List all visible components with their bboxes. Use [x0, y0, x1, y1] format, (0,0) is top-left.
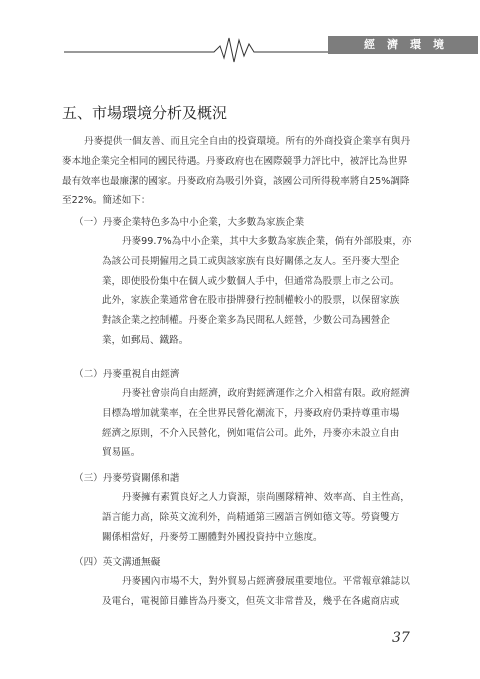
intro-line: 最有效率也最廉潔的國家。丹麥政府為吸引外資，該國公司所得稅率將自25%調降 [62, 175, 410, 187]
running-header [64, 26, 456, 66]
item-line: 對該企業之控制權。丹麥企業多為民間私人經營，少數公司為國營企 [102, 315, 390, 327]
intro-line: 麥本地企業完全相同的國民待遇。丹麥政府也在國際競爭力評比中，被評比為世界 [62, 155, 408, 167]
item-line: 丹麥擁有素質良好之人力資源，崇尚團隊精神、效率高、自主性高， [122, 492, 410, 503]
item-line: 為該公司長期僱用之員工或與該家族有良好關係之友人。至丹麥大型企 [102, 255, 400, 267]
item-heading-2: （二）丹麥重視自由經濟 [74, 369, 180, 380]
intro-paragraph [62, 132, 410, 211]
section-title: 五、市場環境分析及概況 [62, 104, 228, 122]
intro-line: 丹麥提供一個友善、而且完全自由的投資環境。所有的外商投資企業享有與丹 [84, 136, 411, 147]
item-line: 經濟之原則，不介入民營化，例如電信公司。此外，丹麥亦未設立自由 [102, 427, 400, 439]
item-body-1 [102, 232, 412, 351]
item-heading-1: （一）丹麥企業特色多為中小企業，大多數為家族企業 [74, 217, 305, 228]
item-line: 丹麥99.7%為中小企業，其中大多數為家族企業，倘有外部股東，亦 [122, 236, 412, 247]
item-line: 業，如郵局、鐵路。 [102, 334, 189, 346]
item-line: 此外，家族企業通常會在股市掛牌發行控制權較小的股票，以保留家族 [102, 295, 400, 307]
item-line: 關係相當好，丹麥勞工團體對外國投資持中立態度。 [102, 531, 323, 543]
item-line: 語言能力高，除英文流利外，尚精通第三國語言例如德文等。勞資雙方 [102, 511, 400, 523]
item-line: 貿易區。 [102, 447, 141, 459]
item-line: 業，即使股份集中在個人或少數個人手中，但通常為股票上市之公司。 [102, 275, 400, 287]
item-body-4 [102, 572, 410, 612]
item-line: 丹麥社會崇尚自由經濟，政府對經濟運作之介入相當有限。政府經濟 [122, 388, 410, 399]
item-line: 目標為增加就業率，在全世界民營化潮流下，丹麥政府仍秉持尊重市場 [102, 407, 400, 419]
item-line: 丹麥國內市場不大，對外貿易占經濟發展重要地位。平常報章雜誌以 [122, 576, 410, 587]
item-body-2 [102, 384, 410, 463]
item-heading-3: （三）丹麥勞資關係和諧 [74, 473, 180, 484]
header-title: 經濟環境 [364, 38, 456, 51]
intro-line: 至22%。簡述如下： [62, 195, 151, 207]
item-heading-4: （四）英文溝通無礙 [74, 557, 161, 568]
page-number: 37 [392, 630, 410, 646]
item-line: 及電台，電視節目雖皆為丹麥文，但英文非常普及，幾乎在各處商店或 [102, 595, 400, 607]
item-body-3 [102, 488, 410, 547]
